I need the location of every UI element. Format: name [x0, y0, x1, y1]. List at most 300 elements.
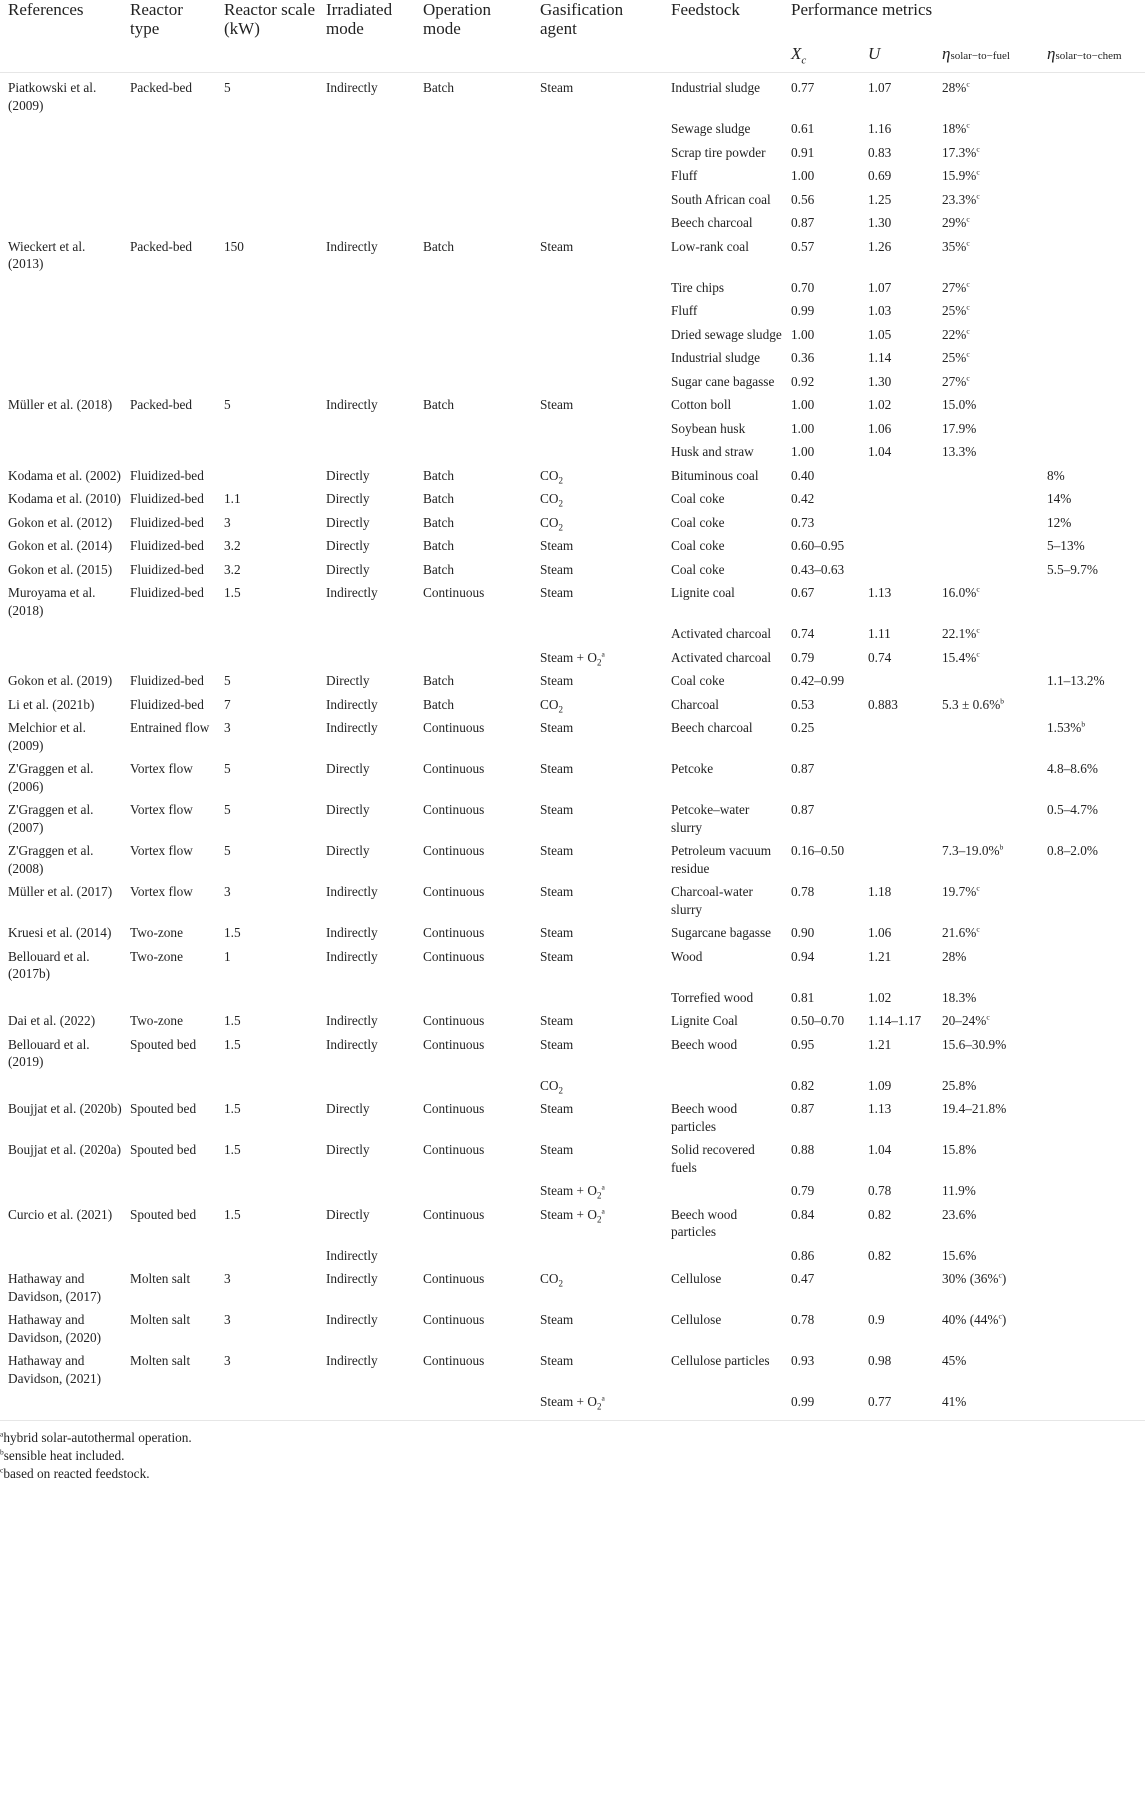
cell-eta-solar-to-chem: [1039, 511, 1145, 535]
cell-feedstock-text: Dried sewage sludge: [671, 326, 782, 342]
cell-reactor-scale-text: 3: [224, 1271, 231, 1286]
footnote: [0, 1429, 1145, 1447]
cell-eta-solar-to-fuel-text: 23.3%: [942, 191, 977, 207]
cell-gasification-agent: [532, 581, 663, 622]
cell-eta-solar-to-chem: [1039, 188, 1145, 212]
cell-operation-mode: [415, 299, 532, 323]
cell-gasification-agent-text: Steam: [540, 843, 574, 858]
cell-operation-mode: [415, 1308, 532, 1349]
cell-u: [860, 211, 934, 235]
cell-gasification-agent-text: Steam: [540, 948, 574, 964]
table-row: [0, 581, 1145, 622]
cell-gasification-agent: [532, 921, 663, 945]
cell-xc: [783, 141, 860, 165]
cell-gasification-agent: [532, 73, 663, 118]
cell-operation-mode: [415, 117, 532, 141]
cell-reference: [0, 622, 122, 646]
cell-reactor-type: [122, 1308, 216, 1349]
cell-gasification-agent: [532, 299, 663, 323]
table-row: [0, 299, 1145, 323]
cell-reactor-type: [122, 1390, 216, 1414]
cell-feedstock: [663, 839, 783, 880]
cell-xc: [783, 417, 860, 441]
cell-eta-solar-to-chem: [1039, 1179, 1145, 1203]
cell-u-text: 1.30: [868, 373, 892, 389]
cell-reactor-type: [122, 1267, 216, 1308]
cell-eta-solar-to-fuel-text: 21.6%: [942, 925, 977, 940]
cell-reference: [0, 986, 122, 1010]
cell-eta-solar-to-fuel-text: 7.3–19.0%: [942, 843, 1000, 858]
cell-reactor-scale-text: 1.5: [224, 1013, 241, 1028]
cell-eta-solar-to-fuel: [934, 1244, 1039, 1268]
cell-reactor-scale: [216, 393, 318, 417]
cell-reactor-type: [122, 323, 216, 347]
cell-reactor-type: [122, 235, 216, 276]
cell-reference: [0, 188, 122, 212]
cell-reactor-type: [122, 1074, 216, 1098]
cell-reactor-type-text: Fluidized-bed: [130, 673, 204, 688]
cell-eta-solar-to-fuel-text: 13.3%: [942, 444, 977, 459]
cell-reactor-scale: [216, 73, 318, 118]
cell-feedstock-text: Bituminous coal: [671, 467, 759, 483]
cell-u: [860, 1097, 934, 1138]
cell-operation-mode: [415, 141, 532, 165]
cell-irradiated-mode-text: Directly: [326, 843, 370, 858]
cell-eta-solar-to-fuel-text: 15.6%: [942, 1247, 977, 1263]
cell-reactor-scale-text: 3: [224, 1353, 231, 1368]
fuel-footnote-mark: c: [976, 625, 980, 635]
footnote-text: hybrid solar-autothermal operation.: [3, 1429, 192, 1445]
cell-reactor-scale-text: 7: [224, 696, 231, 712]
cell-feedstock: [663, 211, 783, 235]
cell-eta-solar-to-fuel-text: 5.3 ± 0.6%: [942, 696, 1001, 712]
table-row: [0, 1308, 1145, 1349]
cell-gasification-agent: [532, 646, 663, 670]
cell-operation-mode-text: Continuous: [423, 1013, 485, 1028]
cell-xc-text: 0.82: [791, 1077, 815, 1093]
fuel-footnote-mark: c: [966, 349, 970, 359]
cell-operation-mode: [415, 921, 532, 945]
gas-subscript: 2: [597, 1401, 602, 1412]
cell-eta-solar-to-chem: [1039, 757, 1145, 798]
cell-feedstock-text: Torrefied wood: [671, 989, 754, 1005]
cell-feedstock: [663, 346, 783, 370]
cell-xc: [783, 646, 860, 670]
cell-operation-mode: [415, 1009, 532, 1033]
cell-reactor-scale-text: 1.5: [224, 1142, 241, 1157]
cell-u: [860, 880, 934, 921]
cell-xc-text: 0.43–0.63: [791, 561, 845, 577]
cell-reactor-type-text: Packed-bed: [130, 238, 193, 254]
cell-eta-solar-to-fuel-text: 30% (36%: [942, 1271, 999, 1286]
table-row: [0, 1390, 1145, 1414]
cell-eta-solar-to-fuel-text: 27%: [942, 373, 967, 389]
cell-u-text: 1.07: [868, 279, 892, 295]
cell-xc: [783, 1097, 860, 1138]
cell-gasification-agent: [532, 511, 663, 535]
cell-irradiated-mode: [318, 235, 415, 276]
cell-reactor-scale-text: 5: [224, 397, 231, 412]
table-row: [0, 880, 1145, 921]
cell-eta-solar-to-fuel: [934, 581, 1039, 622]
cell-gasification-agent: [532, 798, 663, 839]
header-reactor-type: Reactor type: [130, 0, 183, 38]
table-header: [0, 0, 1145, 73]
cell-reference-text: Bellouard et al. (2019): [8, 1036, 90, 1069]
cell-eta-solar-to-chem: [1039, 235, 1145, 276]
cell-feedstock-text: Beech charcoal: [671, 720, 753, 735]
footnote-mark: a: [0, 1429, 4, 1439]
cell-u: [860, 440, 934, 464]
cell-reactor-scale: [216, 211, 318, 235]
cell-eta-solar-to-fuel: [934, 1308, 1039, 1349]
cell-xc-text: 0.25: [791, 720, 815, 735]
cell-eta-solar-to-fuel: [934, 164, 1039, 188]
cell-eta-solar-to-fuel-text: 11.9%: [942, 1183, 976, 1198]
cell-reactor-type-text: Two-zone: [130, 925, 183, 940]
cell-reactor-scale: [216, 1203, 318, 1244]
cell-reference-text: Hathaway and Davidson, (2020): [8, 1312, 102, 1345]
cell-irradiated-mode-text: Directly: [326, 761, 370, 776]
header-operation-mode: Operation mode: [423, 0, 491, 38]
cell-u: [860, 299, 934, 323]
gas-subscript: 2: [597, 657, 602, 668]
cell-reference: [0, 1244, 122, 1268]
cell-eta-solar-to-fuel-text: 45%: [942, 1353, 967, 1368]
cell-reactor-type: [122, 646, 216, 670]
cell-feedstock: [663, 622, 783, 646]
cell-irradiated-mode: [318, 1138, 415, 1179]
cell-xc: [783, 1349, 860, 1390]
table-row: [0, 464, 1145, 488]
cell-irradiated-mode: [318, 1267, 415, 1308]
cell-feedstock: [663, 1308, 783, 1349]
cell-reference-text: Z'Graggen et al. (2008): [8, 843, 94, 876]
header-u: U: [868, 44, 881, 63]
cell-eta-solar-to-fuel-text: 17.9%: [942, 420, 977, 436]
cell-xc-text: 0.87: [791, 761, 815, 776]
cell-u-text: 0.74: [868, 649, 892, 665]
cell-gasification-agent: [532, 757, 663, 798]
table-row: [0, 370, 1145, 394]
cell-xc: [783, 945, 860, 986]
cell-reference: [0, 1033, 122, 1074]
cell-reference-text: Gokon et al. (2019): [8, 673, 113, 688]
cell-xc-text: 0.99: [791, 1394, 815, 1409]
cell-feedstock: [663, 1138, 783, 1179]
cell-irradiated-mode: [318, 487, 415, 511]
cell-reference-text: Bellouard et al. (2017b): [8, 948, 90, 981]
cell-eta-solar-to-fuel: [934, 646, 1039, 670]
cell-eta-solar-to-chem: [1039, 1244, 1145, 1268]
cell-feedstock-text: Low-rank coal: [671, 238, 749, 254]
cell-feedstock-text: Charcoal-water slurry: [671, 884, 753, 917]
cell-xc: [783, 880, 860, 921]
header-feedstock: Feedstock: [671, 0, 740, 19]
cell-u: [860, 757, 934, 798]
cell-gasification-agent-text: Steam: [540, 925, 574, 940]
cell-operation-mode-text: Continuous: [423, 761, 485, 776]
cell-gasification-agent-text: CO: [540, 696, 559, 712]
cell-operation-mode-text: Batch: [423, 491, 455, 506]
cell-operation-mode: [415, 464, 532, 488]
cell-operation-mode: [415, 1074, 532, 1098]
table-row: [0, 1009, 1145, 1033]
header-eta-fuel: [934, 38, 1039, 73]
cell-gasification-agent: [532, 440, 663, 464]
cell-xc: [783, 73, 860, 118]
cell-eta-solar-to-chem: [1039, 117, 1145, 141]
cell-u-text: 1.26: [868, 238, 892, 254]
cell-reactor-type: [122, 117, 216, 141]
cell-reference-text: Gokon et al. (2015): [8, 561, 113, 577]
cell-feedstock-text: Coal coke: [671, 538, 725, 553]
cell-reactor-scale: [216, 1244, 318, 1268]
cell-operation-mode: [415, 839, 532, 880]
cell-feedstock: [663, 370, 783, 394]
cell-gasification-agent-text: Steam: [540, 1142, 574, 1157]
cell-gasification-agent: [532, 1390, 663, 1414]
cell-operation-mode-text: Continuous: [423, 1271, 485, 1286]
cell-xc-text: 0.79: [791, 1183, 815, 1198]
cell-xc-text: 0.77: [791, 80, 815, 95]
cell-reactor-type: [122, 299, 216, 323]
cell-operation-mode: [415, 534, 532, 558]
cell-irradiated-mode: [318, 440, 415, 464]
cell-gasification-agent-text: Steam: [540, 673, 574, 688]
cell-gasification-agent: [532, 880, 663, 921]
cell-eta-solar-to-fuel: [934, 558, 1039, 582]
cell-feedstock: [663, 1033, 783, 1074]
cell-reactor-scale-text: 1.5: [224, 925, 241, 940]
cell-irradiated-mode: [318, 1349, 415, 1390]
cell-irradiated-mode: [318, 945, 415, 986]
cell-reactor-type-text: Entrained flow: [130, 720, 210, 735]
cell-operation-mode-text: Continuous: [423, 843, 485, 858]
cell-reactor-type: [122, 417, 216, 441]
header-eta-chem: [1039, 38, 1145, 73]
cell-xc-text: 0.90: [791, 925, 815, 940]
cell-reference-text: Kodama et al. (2002): [8, 467, 121, 483]
cell-reference-text: Melchior et al. (2009): [8, 720, 86, 753]
cell-reactor-type: [122, 693, 216, 717]
cell-feedstock: [663, 558, 783, 582]
cell-feedstock-text: Sugar cane bagasse: [671, 373, 775, 389]
cell-reactor-scale: [216, 464, 318, 488]
cell-operation-mode-text: Batch: [423, 538, 455, 553]
cell-gasification-agent-text: CO: [540, 467, 559, 483]
cell-xc-text: 1.00: [791, 397, 815, 412]
cell-reactor-type: [122, 716, 216, 757]
cell-irradiated-mode: [318, 1033, 415, 1074]
cell-operation-mode: [415, 1203, 532, 1244]
cell-irradiated-mode: [318, 1074, 415, 1098]
cell-xc: [783, 370, 860, 394]
fuel-footnote-mark: c: [966, 279, 970, 289]
fuel-footnote-mark: c: [998, 1270, 1002, 1280]
cell-eta-solar-to-fuel: [934, 323, 1039, 347]
cell-xc: [783, 1074, 860, 1098]
cell-reactor-scale-text: 1.5: [224, 585, 241, 600]
cell-gasification-agent: [532, 558, 663, 582]
cell-eta-solar-to-fuel: [934, 141, 1039, 165]
cell-gasification-agent: [532, 1308, 663, 1349]
table-row: [0, 323, 1145, 347]
cell-irradiated-mode-text: Directly: [326, 491, 370, 506]
table-row: [0, 117, 1145, 141]
cell-eta-solar-to-chem: [1039, 622, 1145, 646]
cell-reactor-scale: [216, 1267, 318, 1308]
cell-gasification-agent: [532, 188, 663, 212]
cell-xc: [783, 299, 860, 323]
cell-gasification-agent: [532, 945, 663, 986]
cell-u: [860, 534, 934, 558]
cell-eta-solar-to-chem: [1039, 986, 1145, 1010]
cell-operation-mode: [415, 669, 532, 693]
cell-reference: [0, 370, 122, 394]
cell-irradiated-mode-text: Indirectly: [326, 720, 378, 735]
cell-feedstock: [663, 235, 783, 276]
cell-operation-mode-text: Batch: [423, 238, 455, 254]
header-reactor-scale: Reactor scale (kW): [224, 0, 316, 38]
cell-gasification-agent: [532, 693, 663, 717]
cell-u: [860, 1308, 934, 1349]
cell-eta-solar-to-fuel: [934, 299, 1039, 323]
cell-reference: [0, 1009, 122, 1033]
cell-irradiated-mode-text: Indirectly: [326, 884, 378, 899]
cell-eta-solar-to-fuel: [934, 1203, 1039, 1244]
cell-gasification-agent-text: Steam: [540, 1353, 574, 1368]
cell-operation-mode: [415, 235, 532, 276]
cell-feedstock: [663, 299, 783, 323]
cell-gasification-agent: [532, 1244, 663, 1268]
cell-eta-solar-to-chem: [1039, 1033, 1145, 1074]
cell-reference: [0, 693, 122, 717]
table-row: [0, 921, 1145, 945]
cell-u-text: 1.02: [868, 989, 892, 1005]
table-row: [0, 164, 1145, 188]
cell-xc-text: 0.56: [791, 191, 815, 207]
cell-operation-mode: [415, 945, 532, 986]
cell-eta-solar-to-chem: [1039, 581, 1145, 622]
cell-reference-text: Muroyama et al. (2018): [8, 585, 96, 618]
cell-reactor-type-text: Fluidized-bed: [130, 538, 204, 553]
cell-eta-solar-to-fuel: [934, 669, 1039, 693]
cell-reactor-scale-text: 5: [224, 80, 231, 95]
cell-eta-solar-to-chem: [1039, 716, 1145, 757]
cell-irradiated-mode: [318, 581, 415, 622]
cell-eta-solar-to-fuel: [934, 757, 1039, 798]
cell-eta-solar-to-fuel-text: 28%: [942, 948, 967, 964]
cell-eta-solar-to-fuel: [934, 1138, 1039, 1179]
cell-feedstock-text: Sugarcane bagasse: [671, 925, 772, 940]
cell-reactor-scale: [216, 693, 318, 717]
cell-eta-solar-to-fuel: [934, 986, 1039, 1010]
cell-reference: [0, 1097, 122, 1138]
cell-xc-text: 0.94: [791, 948, 815, 964]
fuel-footnote-mark: c: [966, 302, 970, 312]
cell-operation-mode: [415, 346, 532, 370]
cell-eta-solar-to-fuel: [934, 487, 1039, 511]
cell-reactor-scale-text: 3: [224, 1312, 231, 1327]
cell-reactor-type-text: Molten salt: [130, 1312, 191, 1327]
cell-feedstock-text: Cotton boll: [671, 397, 732, 412]
cell-gasification-agent: [532, 417, 663, 441]
cell-u: [860, 164, 934, 188]
cell-feedstock-text: Soybean husk: [671, 420, 746, 436]
cell-eta-solar-to-fuel: [934, 417, 1039, 441]
cell-feedstock-text: Cellulose: [671, 1312, 722, 1327]
cell-eta-solar-to-fuel: [934, 117, 1039, 141]
cell-reference: [0, 211, 122, 235]
cell-u: [860, 141, 934, 165]
cell-feedstock: [663, 581, 783, 622]
gas-subscript: 2: [558, 1085, 563, 1096]
cell-eta-solar-to-fuel-text: 19.7%: [942, 884, 977, 899]
fuel-footnote-mark: c: [976, 191, 980, 201]
cell-irradiated-mode: [318, 299, 415, 323]
cell-eta-solar-to-fuel: [934, 716, 1039, 757]
cell-feedstock: [663, 117, 783, 141]
cell-operation-mode-text: Batch: [423, 514, 455, 530]
table-row: [0, 1267, 1145, 1308]
cell-u-text: 0.82: [868, 1247, 892, 1263]
cell-reference: [0, 276, 122, 300]
table-row: [0, 346, 1145, 370]
cell-operation-mode: [415, 693, 532, 717]
cell-eta-solar-to-fuel: [934, 211, 1039, 235]
cell-xc: [783, 487, 860, 511]
cell-eta-solar-to-chem: [1039, 1097, 1145, 1138]
cell-eta-solar-to-chem: [1039, 1349, 1145, 1390]
cell-feedstock-text: Fluff: [671, 303, 698, 318]
cell-xc: [783, 188, 860, 212]
cell-feedstock-text: Industrial sludge: [671, 80, 761, 95]
cell-irradiated-mode-text: Directly: [326, 538, 370, 553]
cell-u: [860, 1009, 934, 1033]
cell-reference: [0, 511, 122, 535]
cell-eta-solar-to-fuel-text: 27%: [942, 279, 967, 295]
cell-xc-text: 0.78: [791, 884, 815, 899]
header-eta-chem-sub: solar−to−chem: [1055, 50, 1122, 62]
cell-reference: [0, 716, 122, 757]
fuel-footnote-mark: c: [976, 584, 980, 594]
cell-feedstock-text: Beech wood: [671, 1036, 738, 1052]
cell-feedstock: [663, 73, 783, 118]
cell-u-text: 1.16: [868, 121, 892, 136]
cell-reactor-scale: [216, 1308, 318, 1349]
cell-xc-text: 1.00: [791, 420, 815, 436]
cell-eta-solar-to-fuel: [934, 1097, 1039, 1138]
cell-eta-solar-to-fuel-text: 25%: [942, 303, 967, 318]
cell-reactor-type-text: Fluidized-bed: [130, 514, 204, 530]
cell-u-text: 1.25: [868, 191, 892, 207]
cell-reactor-scale: [216, 757, 318, 798]
cell-eta-solar-to-fuel: [934, 1009, 1039, 1033]
cell-feedstock-text: Solid recovered fuels: [671, 1142, 755, 1175]
cell-eta-solar-to-fuel-text: 15.4%: [942, 649, 977, 665]
cell-u-text: 1.18: [868, 884, 892, 899]
cell-eta-solar-to-chem: [1039, 1009, 1145, 1033]
cell-feedstock: [663, 511, 783, 535]
cell-xc-text: 1.00: [791, 326, 815, 342]
cell-reference-text: Gokon et al. (2012): [8, 514, 113, 530]
cell-u-text: 1.11: [868, 626, 891, 641]
cell-operation-mode-text: Continuous: [423, 1036, 485, 1052]
cell-xc: [783, 464, 860, 488]
cell-reactor-type: [122, 839, 216, 880]
cell-operation-mode: [415, 417, 532, 441]
